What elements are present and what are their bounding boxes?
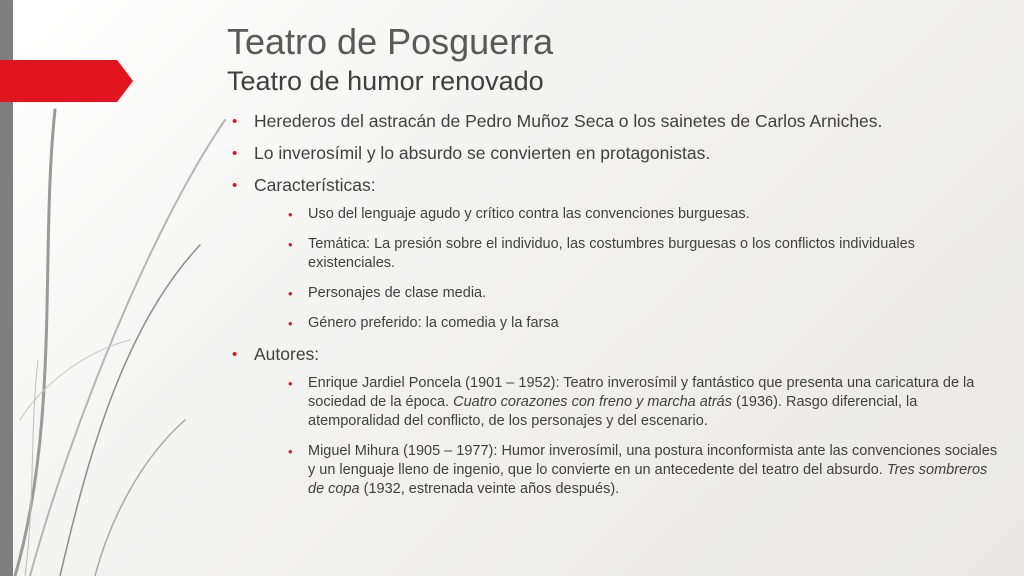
list-item (232, 343, 1002, 499)
slide-subtitle: Teatro de humor renovado (227, 66, 544, 96)
work-title: Cuatro corazones con freno y marcha atrás (453, 394, 732, 410)
bullet-icon: • (288, 444, 293, 459)
bullet-list (232, 110, 1002, 499)
sub-list-item (288, 235, 1002, 273)
deco-curve-5 (20, 340, 130, 420)
list-item-text: Características: (254, 175, 376, 195)
list-item (232, 110, 1002, 132)
sub-list-item-text: Uso del lenguaje agudo y crítico contra las convenciones burguesas. (308, 206, 750, 222)
author-text-part2: (1936). Rasgo diferencial, la atemporalidad del conflicto, de los personajes y del escenario. (308, 394, 918, 429)
sub-bullet-list (254, 205, 1002, 333)
list-item (232, 174, 1002, 333)
slide-title: Teatro de Posguerra (227, 21, 554, 62)
sub-list-item-text: Género preferido: la comedia y la farsa (308, 315, 559, 331)
sub-list-item-text: Personajes de clase media. (308, 285, 487, 301)
bullet-icon: • (232, 346, 238, 363)
bullet-icon: • (232, 145, 238, 162)
work-title: Tres sombreros de copa (308, 462, 988, 497)
bullet-icon: • (288, 376, 293, 391)
sub-list-item (288, 205, 1002, 224)
bullet-icon: • (288, 237, 293, 252)
sub-list-item (288, 284, 1002, 303)
deco-curve-1 (15, 110, 55, 576)
bullet-icon: • (288, 316, 293, 331)
list-item (232, 142, 1002, 164)
list-item-text: Lo inverosímil y lo absurdo se convierten en protagonistas. (254, 143, 711, 163)
sub-list-item (288, 374, 1002, 431)
sub-list-item-text (308, 375, 974, 429)
sub-list-item-text: Temática: La presión sobre el individuo, las costumbres burguesas o los conflictos individuales existenciales. (308, 236, 915, 271)
sub-list-item-text (308, 443, 997, 497)
list-item-text: Autores: (254, 344, 320, 364)
author-text-part2: (1932, estrenada veinte años después). (359, 481, 620, 497)
deco-curve-4 (95, 420, 185, 576)
sub-list-item (288, 442, 1002, 499)
red-accent-arrow (0, 60, 133, 102)
deco-curve-6 (25, 360, 38, 576)
bullet-icon: • (288, 286, 293, 301)
deco-curve-2 (30, 120, 225, 576)
bullet-icon: • (232, 113, 238, 130)
sub-list-item (288, 314, 1002, 333)
author-text-part1: Miguel Mihura (1905 – 1977): Humor inverosímil, una postura inconformista ante las convenciones sociales y un lenguaje lleno de ingenio, que lo convierte en un antecedente del teatro del absurdo. (308, 443, 998, 478)
bullet-icon: • (288, 207, 293, 222)
sub-bullet-list (254, 374, 1002, 499)
slide-content (232, 110, 1002, 509)
bullet-icon: • (232, 177, 238, 194)
deco-curve-3 (60, 245, 200, 576)
author-text-part1: Enrique Jardiel Poncela (1901 – 1952): Teatro inverosímil y fantástico que presenta una caricatura de la sociedad de la época. (308, 375, 975, 410)
list-item-text: Herederos del astracán de Pedro Muñoz Seca o los sainetes de Carlos Arniches. (254, 111, 883, 131)
